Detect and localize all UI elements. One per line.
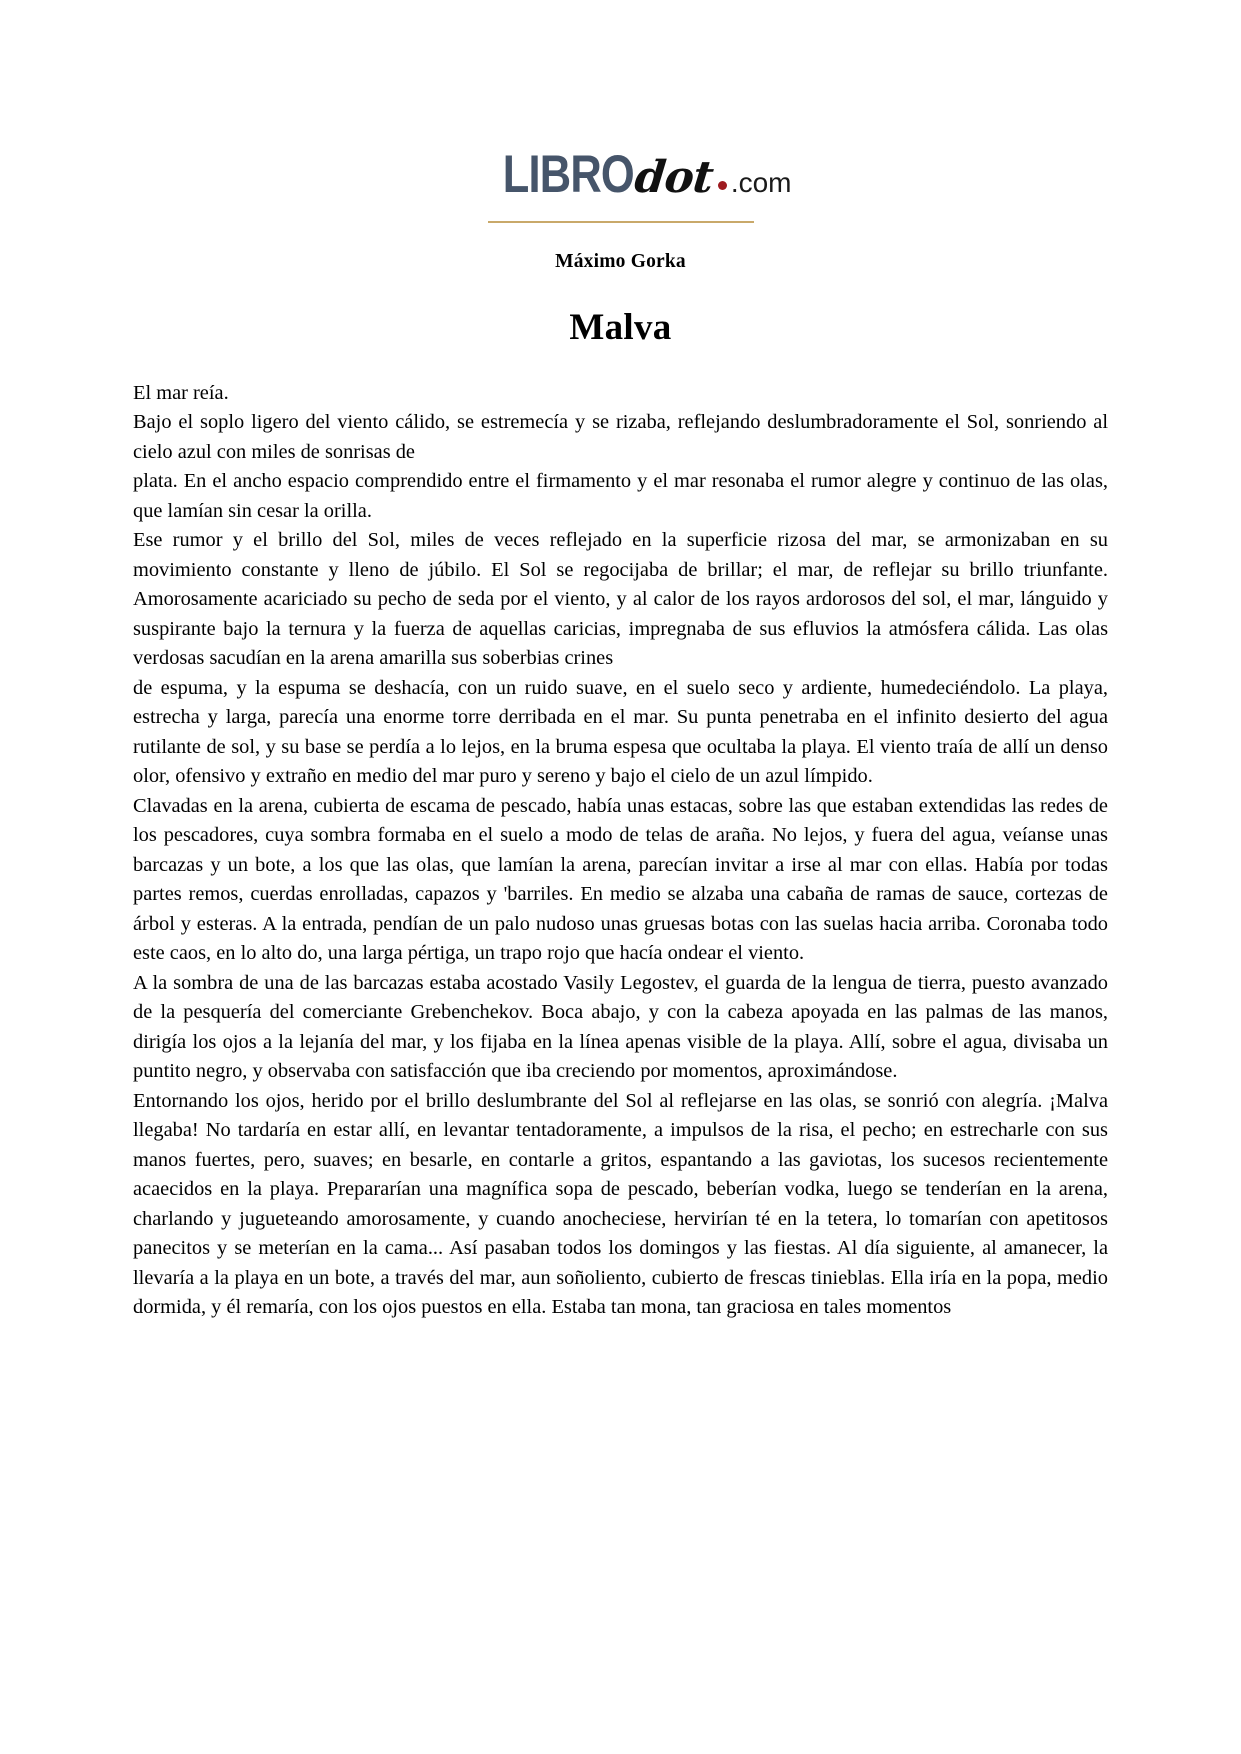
- body-paragraph: de espuma, y la espuma se deshacía, con un ruido suave, en el suelo seco y ardiente, humedeciéndolo. La playa, estrecha y larga, parecía una enorme torre derribada en el mar. Su punta penetraba en el infinito desierto del agua rutilante de sol, y su base se perdía a lo lejos, en la bruma espesa que ocultaba la playa. El viento traía de allí un denso olor, ofensivo y extraño en medio del mar puro y sereno y bajo el cielo de un azul límpido.: [133, 676, 1108, 788]
- logo-libro-text: LIBRO: [502, 145, 634, 204]
- libродot-logo-block: [133, 0, 1108, 223]
- body-paragraph: El mar reía.: [133, 382, 229, 404]
- body-paragraph: Clavadas en la arena, cubierta de escama de pescado, había unas estacas, sobre las que estaban extendidas las redes de los pescadores, cuya sombra formaba en el suelo a modo de telas de araña. No lejos, y fuera del agua, veíanse unas barcazas y un bote, a los que las olas, que lamían la arena, parecían invitar a irse al mar con ellas. Había por todas partes remos, cuerdas enrolladas, capazos y 'barriles. En medio se alzaba una cabaña de ramas de sauce, cortezas de árbol y esteras. A la entrada, pendían de un palo nudoso unas gruesas botas con las suelas hacia arriba. Coronaba todo este caos, en lo alto do, una larga pértiga, un trapo rojo que hacía ondear el viento.: [133, 794, 1108, 965]
- body-paragraph: plata. En el ancho espacio comprendido entre el firmamento y el mar resonaba el rumor alegre y continuo de las olas, que lamían sin cesar la orilla.: [133, 470, 1108, 522]
- body-paragraph: Ese rumor y el brillo del Sol, miles de veces reflejado en la superficie rizosa del mar, se armonizaban en su movimiento constante y lleno de júbilo. El Sol se regocijaba de brillar; el mar, de reflejar su brillo triunfante. Amorosamente acariciado su pecho de seda por el viento, y al calor de los rayos ardorosos del sol, el mar, lánguido y suspirante bajo la ternura y la fuerza de aquellas caricias, impregnaba de sus efluvios la atmósfera cálida. Las olas verdosas sacudían en la arena amarilla sus soberbias crines: [133, 529, 1108, 670]
- author-name: Máximo Gorka: [555, 251, 686, 272]
- logo-red-bullet-icon: [718, 181, 727, 190]
- logo-divider-rule: [488, 221, 754, 223]
- logo-com-text: .com: [730, 167, 792, 198]
- body-paragraph: A la sombra de una de las barcazas estaba acostado Vasily Legostev, el guarda de la lengua de tierra, puesto avanzado de la pesquería del comerciante Grebenchekov. Boca abajo, y con la cabeza apoyada en las palmas de las manos, dirigía los ojos a la lejanía del mar, y los fijaba en la línea apenas visible de la playa. Allí, sobre el agua, divisaba un puntito negro, y observaba con satisfacción que iba creciendo por momentos, aproximándose.: [133, 971, 1108, 1083]
- logo-dot-text: dot: [632, 152, 716, 203]
- librodot-logo[interactable]: [474, 145, 792, 204]
- body-paragraph: Bajo el soplo ligero del viento cálido, se estremecía y se rizaba, reflejando deslumbradoramente el Sol, sonriendo al cielo azul con miles de sonrisas de: [133, 411, 1108, 463]
- story-body-text: [133, 379, 1108, 1323]
- body-paragraph: Entornando los ojos, herido por el brillo deslumbrante del Sol al reflejarse en las olas, se sonrió con alegría. ¡Malva llegaba! No tardaría en estar allí, en levantar tentadoramente, a impulsos de la risa, el pecho; en estrecharle con sus manos fuertes, pero, suaves; en besarle, en contarle a gritos, espantando a las gaviotas, los sucesos recientemente acaecidos en la playa. Prepararían una magnífica sopa de pescado, beberían vodka, luego se tenderían en la arena, charlando y jugueteando amorosamente, y cuando anocheciese, hervirían té en la tetera, lo tomarían con apetitosos panecitos y se meterían en la cama... Así pasaban todos los domingos y las fiestas. Al día siguiente, al amanecer, la llevaría a la playa en un bote, a través del mar, aun soñoliento, cubierto de frescas tinieblas. Ella iría en la popa, medio dormida, y él remaría, con los ojos puestos en ella. Estaba tan mona, tan graciosa en tales momentos: [133, 1089, 1108, 1319]
- page-title: Malva: [569, 307, 672, 348]
